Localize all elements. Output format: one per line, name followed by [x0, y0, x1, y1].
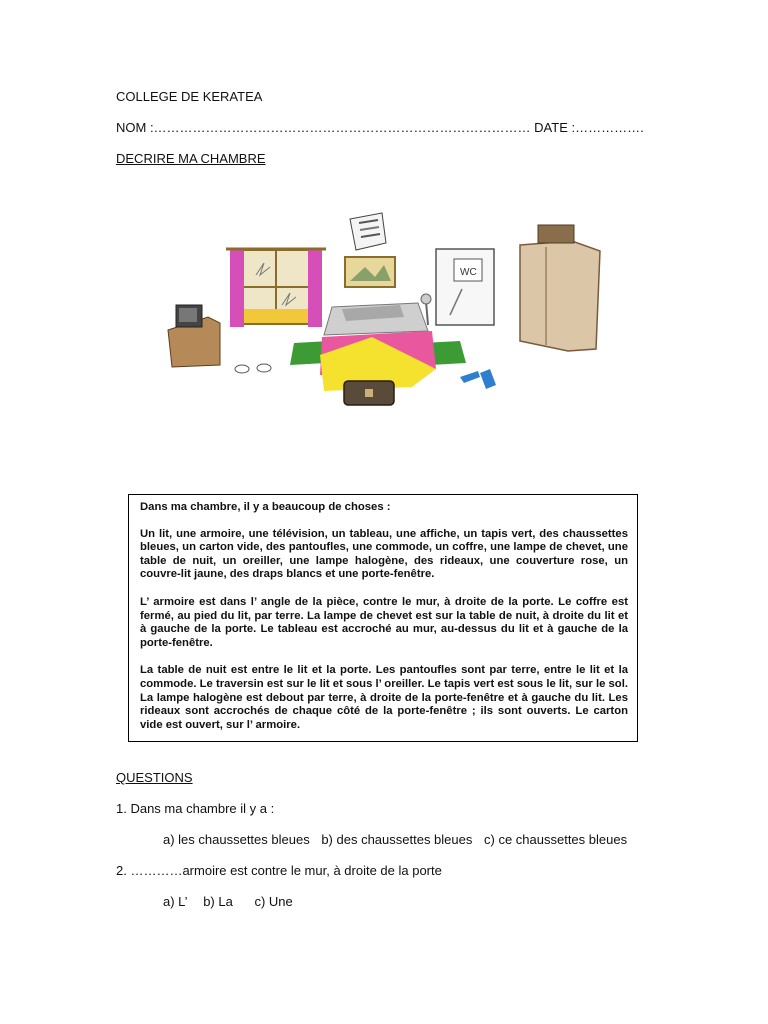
door-drawing: [436, 249, 494, 325]
question-2: 2. …………armoire est contre le mur, à droite de la porte: [116, 863, 442, 878]
q1-option-b[interactable]: b) des chaussettes bleues: [321, 832, 473, 847]
q2-option-a[interactable]: a) L’: [163, 894, 188, 909]
window-drawing: [226, 249, 326, 327]
q1-option-c[interactable]: c) ce chaussettes bleues: [484, 832, 628, 847]
description-intro: Dans ma chambre, il y a beaucoup de choses :: [140, 501, 391, 513]
question-1: 1. Dans ma chambre il y a :: [116, 801, 275, 816]
questions-heading: QUESTIONS: [116, 770, 193, 785]
school-name: COLLEGE DE KERATEA: [116, 89, 263, 104]
question-1-options: [163, 832, 635, 847]
wardrobe-drawing: [520, 225, 600, 351]
slippers-drawing: [235, 364, 271, 373]
poster-text: WC: [460, 267, 477, 278]
description-paragraph-1: Un lit, une armoire, une télévision, un tableau, une affiche, un tapis vert, des chaussettes bleues, un carton vide, des pantoufles, une commode, un coffre, une lampe de chevet, une table de nuit, un oreiller, une lampe halogène, des rideaux, une couverture rose, un couvre-lit jaune, des draps blancs et une porte-fenêtre.: [140, 527, 628, 581]
painting-drawing: [345, 257, 395, 287]
description-box: [128, 494, 638, 742]
chest-drawing: [344, 381, 394, 405]
description-paragraph-2: L’ armoire est dans l’ angle de la pièce, contre le mur, à droite de la porte. Le coffre est fermé, au pied du lit, par terre. La lampe de chevet est sur la table de nuit, à droite du lit et à gauche de la porte. Le tableau est accroché au mur, au-dessus du lit et à gauche de la porte-fenêtre.: [140, 595, 628, 649]
page-title: DECRIRE MA CHAMBRE: [116, 151, 266, 166]
tv-commode-drawing: [168, 305, 220, 367]
question-2-options: [163, 894, 301, 909]
bedroom-illustration: [160, 205, 610, 415]
socks-drawing: [460, 369, 496, 389]
description-paragraph-3: La table de nuit est entre le lit et la porte. Les pantoufles sont par terre, entre le lit et la commode. Le traversin est sur le lit et sous l’ oreiller. Le tapis vert est sous le lit, sur le sol. La lampe halogène est debout par terre, à droite de la porte-fenêtre et à gauche du lit. Les rideaux sont accrochés de chaque côté de la porte-fenêtre ; ils sont ouverts. Le carton vide est ouvert, sur l’ armoire.: [140, 664, 628, 731]
name-date-line: NOM :…………………………………………………………………………… DATE :…………….: [116, 120, 644, 135]
poster-drawing: [350, 213, 386, 250]
q2-option-b[interactable]: b) La: [203, 894, 233, 909]
q2-option-c[interactable]: c) Une: [254, 894, 293, 909]
bed-drawing: [320, 294, 436, 391]
q1-option-a[interactable]: a) les chaussettes bleues: [163, 832, 310, 847]
